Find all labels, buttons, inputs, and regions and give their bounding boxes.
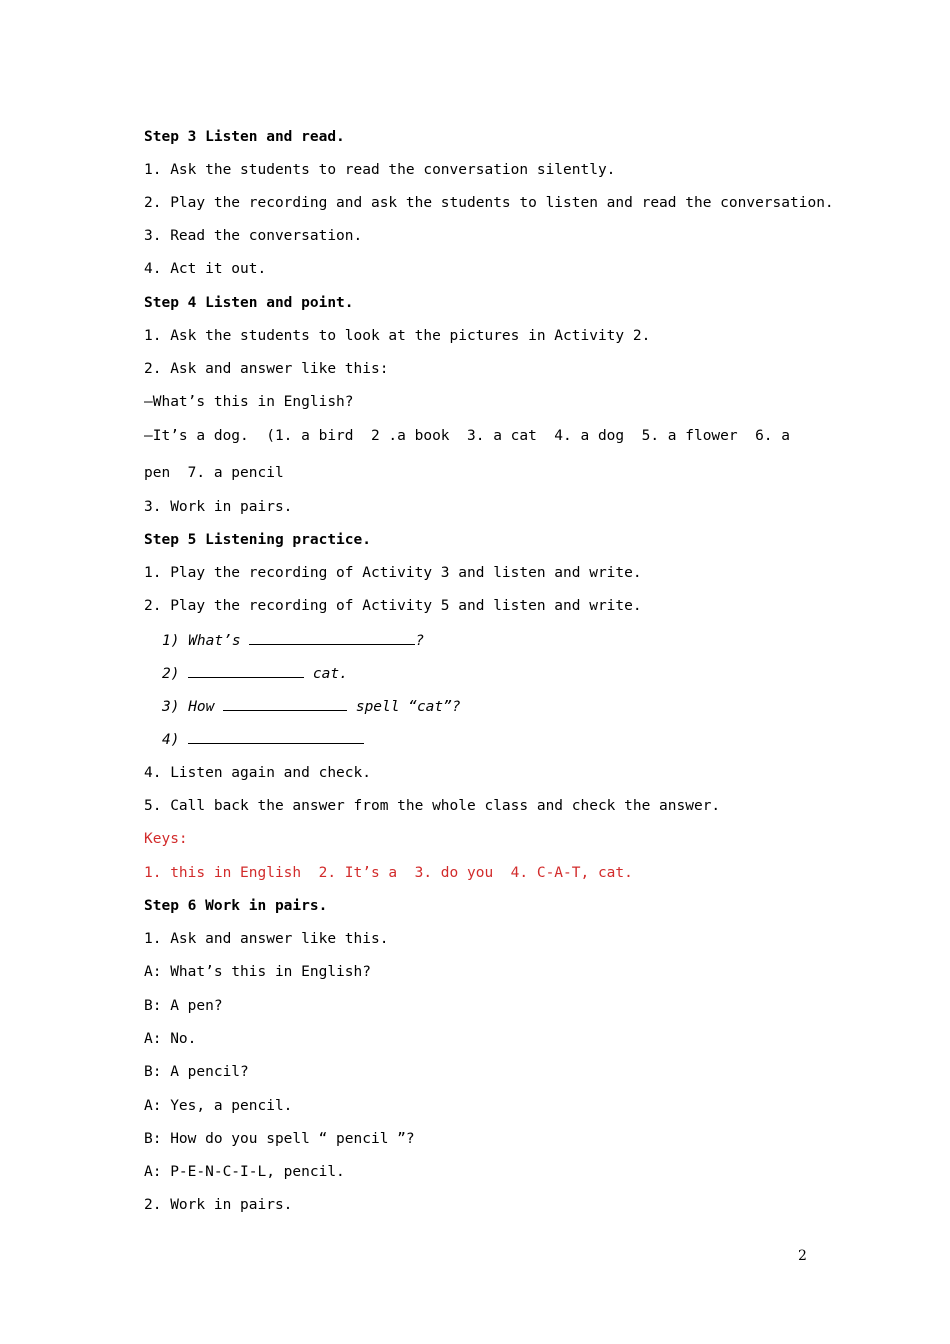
dialog-line-a4: A: P-E-N-C-I-L, pencil. — [144, 1164, 345, 1180]
step4-dialog-question: —What’s this in English? — [144, 394, 354, 410]
blank-question-2 — [162, 663, 348, 684]
answer-blank-2 — [188, 663, 304, 678]
step4-dialog-answer-cont: pen 7. a pencil — [144, 465, 284, 481]
blank-2-suffix: cat. — [304, 666, 348, 682]
dialog-line-b3: B: How do you spell “ pencil ”? — [144, 1131, 415, 1147]
step4-heading: Step 4 Listen and point. — [144, 295, 354, 311]
step3-item-3: 3. Read the conversation. — [144, 228, 363, 244]
page-number: 2 — [798, 1248, 807, 1264]
blank-1-prefix: 1) What’s — [162, 633, 250, 649]
step5-item-1: 1. Play the recording of Activity 3 and listen and write. — [144, 565, 642, 581]
step4-item-2: 2. Ask and answer like this: — [144, 361, 389, 377]
dialog-line-a3: A: Yes, a pencil. — [144, 1098, 293, 1114]
dialog-line-b1: B: A pen? — [144, 998, 223, 1014]
answer-blank-3 — [223, 696, 347, 711]
blank-question-3 — [162, 696, 461, 717]
dialog-line-a1: A: What’s this in English? — [144, 964, 371, 980]
keys-answers: 1. this in English 2. It’s a 3. do you 4. C-A-T, cat. — [144, 865, 633, 881]
answer-blank-1 — [249, 630, 415, 645]
blank-2-prefix: 2) — [162, 666, 189, 682]
blank-question-4 — [162, 729, 364, 750]
step3-item-1: 1. Ask the students to read the conversation silently. — [144, 162, 616, 178]
dialog-line-a2: A: No. — [144, 1031, 197, 1047]
dialog-line-b2: B: A pencil? — [144, 1064, 249, 1080]
step3-item-2: 2. Play the recording and ask the students to listen and read the conversation. — [144, 195, 834, 211]
step4-item-1: 1. Ask the students to look at the pictures in Activity 2. — [144, 328, 651, 344]
step6-heading: Step 6 Work in pairs. — [144, 898, 328, 914]
keys-label: Keys: — [144, 831, 188, 847]
blank-3-suffix: spell “cat”? — [347, 699, 461, 715]
step4-item-3: 3. Work in pairs. — [144, 499, 293, 515]
step4-dialog-answer: —It’s a dog. (1. a bird 2 .a book 3. a cat 4. a dog 5. a flower 6. a — [144, 428, 791, 444]
blank-3-prefix: 3) How — [162, 699, 224, 715]
step6-item-2: 2. Work in pairs. — [144, 1197, 293, 1213]
step5-heading: Step 5 Listening practice. — [144, 532, 371, 548]
step3-heading: Step 3 Listen and read. — [144, 129, 345, 145]
blank-1-suffix: ? — [415, 633, 425, 649]
blank-4-prefix: 4) — [162, 732, 189, 748]
step5-item-2: 2. Play the recording of Activity 5 and listen and write. — [144, 598, 642, 614]
answer-blank-4 — [188, 729, 364, 744]
blank-question-1 — [162, 630, 424, 651]
step5-item-5: 5. Call back the answer from the whole class and check the answer. — [144, 798, 721, 814]
step3-item-4: 4. Act it out. — [144, 261, 267, 277]
step5-item-4: 4. Listen again and check. — [144, 765, 371, 781]
step6-item-1: 1. Ask and answer like this. — [144, 931, 389, 947]
